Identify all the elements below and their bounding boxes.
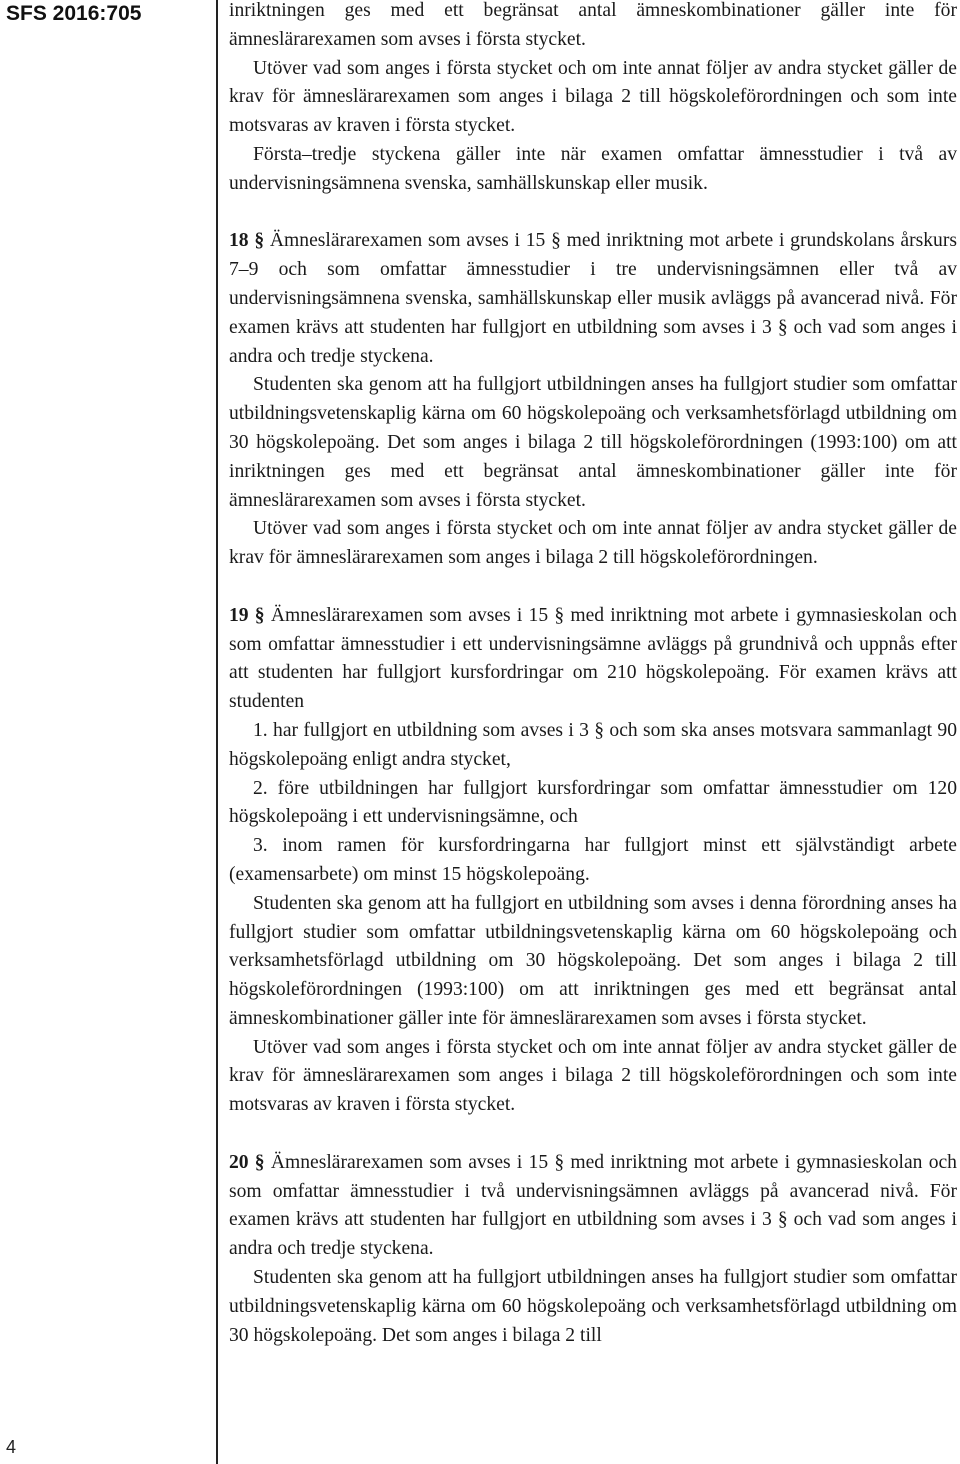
list-item: 1. har fullgjort en utbildning som avses i 3 § och som ska anses motsvara sammanlagt 90 högskolepoäng enligt andra stycket,	[229, 719, 957, 770]
sfs-number: SFS 2016:705	[6, 2, 142, 25]
section-20	[229, 1149, 957, 1264]
column-divider	[216, 0, 218, 1464]
section-text: Ämneslärarexamen som avses i 15 § med inriktning mot arbete i grundskolans årskurs 7–9 och som omfattar ämnesstudier i tre undervisningsämnen eller två av undervisningsämnena svenska, samhällskunskap eller musik avläggs på avancerad nivå. För examen krävs att studenten har fullgjort en utbildning som avses i 3 § och vad som anges i andra och tredje styckena.	[229, 230, 957, 367]
section-number: 20 §	[229, 1151, 265, 1173]
document-body	[229, 0, 957, 1350]
section-number: 19 §	[229, 604, 265, 626]
list-item: 3. inom ramen för kursfordringarna har fullgjort minst ett självständigt arbete (examensarbete) om minst 15 högskolepoäng.	[229, 835, 957, 885]
paragraph: Studenten ska genom att ha fullgjort en utbildning som avses i denna förordning anses ha fullgjort studier som omfattar utbildningsvetenskaplig kärna om 60 högskolepoäng och verksamhetsförlagd utbildning om 30 högskolepoäng. Det som anges i bilaga 2 till högskoleförordningen (1993:100) om att inriktningen ges med ett begränsat antal ämneskombinationer gäller inte för ämneslärarexamen som avses i första stycket.	[229, 892, 957, 1029]
section-19	[229, 602, 957, 717]
paragraph: Studenten ska genom att ha fullgjort utbildningen anses ha fullgjort studier som omfattar utbildningsvetenskaplig kärna om 60 högskolepoäng och verksamhetsförlagd utbildning om 30 högskolepoäng. Det som anges i bilaga 2 till högskoleförordningen (1993:100) om att inriktningen ges med ett begränsat antal ämneskombinationer gäller inte för ämneslärarexamen som avses i första stycket.	[229, 374, 957, 511]
paragraph: Utöver vad som anges i första stycket och om inte annat följer av andra stycket gäller de krav för ämneslärarexamen som anges i bilaga 2 till högskoleförordningen och som inte motsvaras av kraven i första stycket.	[229, 1036, 957, 1116]
section-text: Ämneslärarexamen som avses i 15 § med inriktning mot arbete i gymnasieskolan och som omfattar ämnesstudier i ett undervisningsämne avläggs på grundnivå och uppnås efter att studenten har fullgjort kursfordringar om 210 högskolepoäng. För examen krävs att studenten	[229, 604, 957, 713]
paragraph: inriktningen ges med ett begränsat antal ämneskombinationer gäller inte för ämneslärarexamen som avses i första stycket.	[229, 0, 957, 50]
paragraph: Studenten ska genom att ha fullgjort utbildningen anses ha fullgjort studier som omfattar utbildningsvetenskaplig kärna om 60 högskolepoäng och verksamhetsförlagd utbildning om 30 högskolepoäng. Det som anges i bilaga 2 till	[229, 1267, 957, 1346]
list-item: 2. före utbildningen har fullgjort kursfordringar som omfattar ämnesstudier om 120 högskolepoäng i ett undervisningsämne, och	[229, 777, 957, 828]
paragraph: Utöver vad som anges i första stycket och om inte annat följer av andra stycket gäller de krav för ämneslärarexamen som anges i bilaga 2 till högskoleförordningen.	[229, 518, 957, 569]
section-number: 18 §	[229, 230, 265, 252]
section-18	[229, 227, 957, 371]
paragraph: Första–tredje styckena gäller inte när examen omfattar ämnesstudier i två av undervisningsämnena svenska, samhällskunskap eller musik.	[229, 143, 957, 194]
page-number: 4	[5, 1437, 16, 1457]
paragraph: Utöver vad som anges i första stycket och om inte annat följer av andra stycket gäller de krav för ämneslärarexamen som anges i bilaga 2 till högskoleförordningen och som inte motsvaras av kraven i första stycket.	[229, 57, 957, 137]
margin-column	[0, 0, 216, 1464]
section-text: Ämneslärarexamen som avses i 15 § med inriktning mot arbete i gymnasieskolan och som omfattar ämnesstudier i två undervisningsämnen avläggs på avancerad nivå. För examen krävs att studenten har fullgjort en utbildning som avses i 3 § och vad som anges i andra och tredje styckena.	[229, 1151, 957, 1260]
